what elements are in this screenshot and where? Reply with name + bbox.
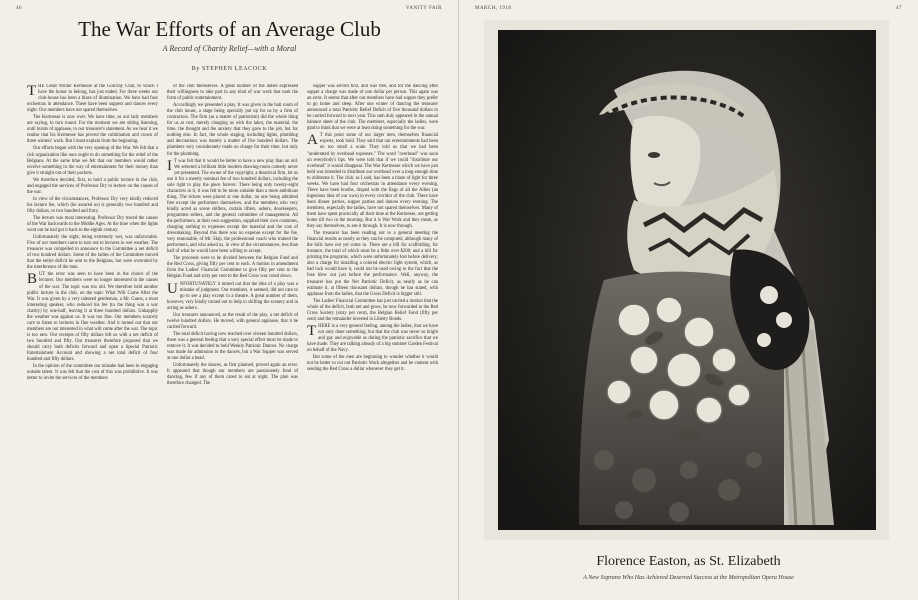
portrait-illustration [484, 20, 889, 540]
paragraph: supper was served first, and was free, and for the dancing after supper a charge was made of one dollar per person. This again was an error. It seems that after our members have had supper they prefer to go home and sleep. After one winter of dancing the treasurer announced a total Patriotic Relief Deficit of five thousand dollars to be carried forward to next year. This sum duly appeared in the annual balance sheet of the club. The members, especially the ladies, were glad to think that we were at least doing something for the war. [307, 84, 438, 132]
photo-subcaption: A New Soprano Who Has Achieved Deserved Success at the Metropolitan Opera House [583, 575, 794, 581]
paragraph: The proceeds were to be divided between the Belgian Fund and the Red Cross, giving fifty per cent to each. A motion in amendment from the Ladies' Financial Committee to give fifty per cent to the Belgian Fund and sixty per cent to the Red Cross was voted down. [167, 256, 298, 280]
left-page-number: 46 [16, 6, 22, 11]
paragraph: The total deficit having now reached over sixteen hundred dollars, there was a general feeling that a very special effort must be made to remove it. It was decided to hold Weekly Patriotic Dances. No charge was made for admission to the dances, but a War Supper was served at one dollar a head. [167, 331, 298, 362]
paragraph: Our treasurer announced, as the result of the play, a net deficit of twelve hundred dollars. He moved, with general applause, that it be carried forward. [167, 312, 298, 330]
paragraph: of the club themselves. A great number of the ladies expressed their willingness to take part in any kind of war work that took the form of public entertainment. [167, 84, 298, 102]
article-title: The War Efforts of an Average Club [78, 17, 381, 41]
paragraph: Accordingly we presented a play. It was given in the ball room of the club house, a stage being specially put up for us by a firm of contractors. The firm (as a matter of patriotism) did the whole thing for us at cost, merely charging us with the labor, the material, the time, the thought and the anxiety that they gave to the job, but for nothing else. In fact, the whole staging, including lights, plumbing and decorations was merely a matter of five hundred dollars. The plumbers very considerately made no charge for their time, but only for the plumbing. [167, 103, 298, 157]
paragraph: But some of the men are beginning to wonder whether it would not be better to cut out Patriotic Work altogether and be content with sending the Red Cross a dollar whenever they get it. [307, 355, 438, 373]
article-byline: By STEPHEN LEACOCK [191, 66, 268, 72]
paragraph: IT was felt that it would be better to have a new play than an old. We selected a brilliant little modern drawing-room comedy never yet presented. The owner of the copyright, a theatrical firm, let us use it for a merely nominal fee of two hundred dollars, including the sole right to play the piece forever. There being only twenty-eight characters in it, it was felt to be more suitable than a more ambitious thing. The tickets were placed at one dollar, no one being admitted free except the performers themselves, and the members who very kindly acted as scene shifters, curtain lifters, ushers, doorkeepers, programme sellers, and the general committee of management. All the performers, at their own suggestion, supplied their own costumes, charging nothing to expenses except the material and the cost of dressmaking. Beyond this there was no expense except for the fee, very reasonable, of Mr. Skip, the professional coach who trained the performers, and who asked us, in view of the circumstances, less than half of what he would have been willing to accept. [167, 157, 298, 255]
article-deck: A Record of Charity Relief—with a Moral [162, 44, 297, 53]
paragraph: Unfortunately the night, being extremely wet, was unfavorable. Five of our members came to turn out to lectures in wet weather. The treasurer was compelled to announce to the Committee a net deficit of two hundred dollars. Some of the ladies of the Committee moved that the entire deficit be sent to the Belgians, but were overruled by the interference of the men. [27, 235, 158, 271]
paragraph: Our efforts began with the very opening of the War. We felt that a rich organization like ours ought to do something for the relief of the Belgians. At the same time we felt that our members would rather receive something in the way of entertainment for their money than give it straight out of their pockets. [27, 146, 158, 176]
article-column-1 [27, 84, 158, 589]
paragraph: The lecture was most interesting. Professor Dry traced the causes of the War backwards to the Middle Ages. At the time when the lights went out he had got it back to the eighth century. [27, 215, 158, 234]
issue-date: MARCH, 1918 [475, 6, 512, 11]
paragraph: In the opinion of the committee our mistake had been in engaging outside talent. It was felt that the cost of this was prohibitive. It was better to invite the services of the members [27, 364, 158, 382]
article-column-2 [167, 84, 298, 589]
paragraph: The Ladies' Financial Committee has just carried a motion that the whole of the deficit, both net and gross, be now forwarded to the Red Cross Society (sixty per cent), the Belgian Relief Fund (fifty per cent) and the remainder invested in Liberty Bonds. [307, 298, 438, 322]
paragraph: THERE is a very general feeling, among the ladies, that we have not only done something, but that the club was never so bright and gay and enjoyable as during the patriotic sacrifice that we have made. They are talking already of a big summer Garden Festival on behalf of the Navy. [307, 322, 438, 354]
paragraph: We therefore decided, first, to hold a public lecture in the club, and engaged the services of Professor Dry to lecture on the causes of the war. [27, 177, 158, 195]
article-body [27, 84, 438, 589]
portrait-photo [484, 20, 889, 540]
paragraph: AT this point some of our larger men, themselves financial experts, took hold. They said that our entertainments had been on too small a scale. They told us that we had been "underrated by overhead expenses." The word "overhead" was soon on everybody's lips. We were told that if we could "distribute our overhead" it would disappear. The War Kermesse which we have just held was intended to distribute our overhead over a long enough time to obliterate it. The club, as I said, has been a blaze of light for three weeks. We have had four orchestras in attendance every evening. There have been booths, draped with the flags of all the Allies (an ingenious idea of our own) in every corridor of the club. There have been dinner parties, supper parties and dances every evening. The members, especially the ladies, have not spared themselves. Many of them have spent practically all their time at the Kermesse, not getting home till two in the morning. But it is War Work and they mean, as they say themselves, to see it through. It is now through. [307, 132, 438, 230]
paragraph: The Kermesse is now over. We have time, as our lady members are saying, to turn round. For the moment we are sitting listening, until bursts of applause, to our treasurer's statement. As we hear it we realize that his Kermesse has proved the culmination and crown of three winters' work. But I must explain from the beginning. [27, 115, 158, 145]
magazine-name: VANITY FAIR [405, 6, 442, 11]
paragraph: Unfortunately the dances, as first planned, proved again an error. It appeared that though our members are passionately fond of dancing, few if any of them cared to eat at night. The plan was therefore changed. The [167, 363, 298, 387]
paragraph: In view of the circumstances, Professor Dry very kindly reduced his lecture fee, which (he assured us) is generally two hundred and fifty dollars, to two hundred and forty. [27, 196, 158, 214]
paragraph: THE Great Winter Kermesse at the Golcony Club, to which I have the honor to belong, has just ended. For three weeks our club-house has been a blaze of illumination. We have had four orchestras in attendance. There have been suppers and dances every night. Our members have not spared themselves. [27, 84, 158, 114]
paragraph: UNFORTUNATELY it turned out that the idea of a play was a mistake of judgment. Our members, it seemed, did not care to go to see a play except in a theatre. A great number of them, however, very kindly turned out to help in shifting the scenery and in acting as ushers. [167, 280, 298, 311]
paragraph: BUT the error was seen to have been in the choice of the lecturer. Our members were no longer interested in the causes of the war. The topic was too old. We therefore held another public lecture in the club, on the topic What Will Come After the War. It was given by a very talented gentleman, a Mr. Guess, a most interesting speaker, who reduced his fee (to the thing was a war charity) by one-half, leaving it at three hundred dollars. Unhappily the weather was against us. It was too fine. Our members scarcely care to listen to lectures in fine weather. And it turned out that our members are not interested in what will come after the war. The topic is too new. Our receipts of fifty dollars left us with a net deficit of two hundred and fifty. Our treasurer therefore proposed that we should carry both deficits forward and open a Special Patriotic Entertainment Account and showing a net total deficit of four hundred and fifty dollars. [27, 271, 158, 363]
paragraph: The treasurer has been reading out to a general meeting the financial results as nearly as they can be computed, although many of the bills have not yet come in. There are a bill for scaffolding, for instance, the total of which must be a little over $200; and a bill for printing the programs, which were unfortunately lost before delivery; also a charge for installing a colored electric light system, which, as bad luck would have it, could not be used owing to the fact that the fuse blew out just before the performance. Well, anyway, the treasurer has put the Net Patriotic Deficit, as nearly as he can estimate it, at fifteen thousand dollars, though he has stated, with applause from the ladies, that the Gross Deficit is bigger still. [307, 231, 438, 297]
photo-caption: Florence Easton, as St. Elizabeth [596, 554, 781, 569]
right-page-number: 47 [896, 6, 902, 11]
article-column-3 [307, 84, 438, 589]
